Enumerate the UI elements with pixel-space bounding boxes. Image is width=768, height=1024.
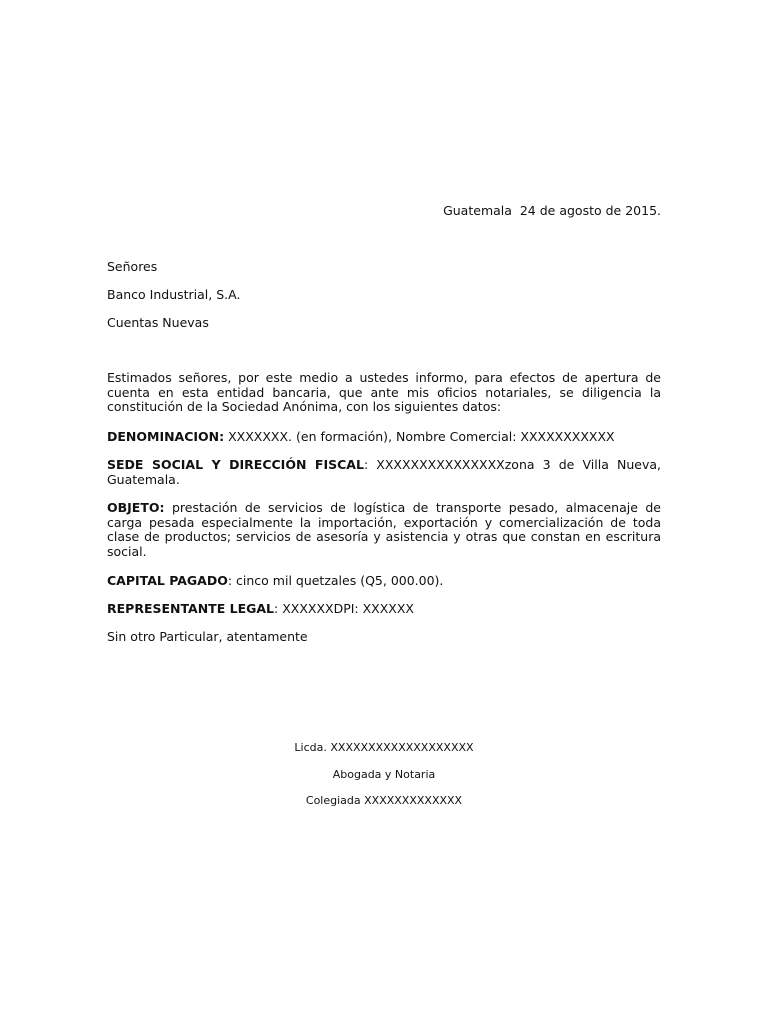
recipient-line-1: Señores [107, 259, 158, 274]
sede-paragraph [107, 458, 661, 487]
intro-paragraph [107, 371, 661, 415]
representante-value: : XXXXXXDPI: XXXXXX [274, 601, 414, 616]
denominacion-label: DENOMINACION: [107, 429, 225, 444]
date-line: Guatemala 24 de agosto de 2015. [443, 203, 661, 218]
signature-name: Licda. XXXXXXXXXXXXXXXXXXX [294, 741, 474, 754]
objeto-label: OBJETO: [107, 500, 165, 515]
capital-value: : cinco mil quetzales (Q5, 000.00). [227, 573, 444, 588]
representante-paragraph [107, 602, 661, 617]
representante-label: REPRESENTANTE LEGAL [107, 601, 275, 616]
signature-registration: Colegiada XXXXXXXXXXXXX [305, 794, 463, 807]
denominacion-value: XXXXXXX. (en formación), Nombre Comercial: XXXXXXXXXXX [224, 429, 615, 444]
closing-paragraph [107, 630, 661, 645]
objeto-paragraph [107, 501, 661, 559]
recipient-line-3: Cuentas Nuevas [107, 315, 209, 330]
capital-label: CAPITAL PAGADO [107, 573, 228, 588]
intro-text: Estimados señores, por este medio a ustedes informo, para efectos de apertura de cuenta en esta entidad bancaria, que ante mis oficios notariales, se diligencia la constitución de la Sociedad Anónima, con los siguientes datos: [107, 370, 661, 414]
denominacion-paragraph [107, 430, 661, 445]
signature-title: Abogada y Notaria [332, 768, 436, 781]
closing-text: Sin otro Particular, atentamente [107, 629, 308, 644]
objeto-value: prestación de servicios de logística de transporte pesado, almacenaje de carga pesada especialmente la importación, exportación y comercialización de toda clase de productos; servicios de asesoría y asistencia y otras que constan en escritura social. [107, 500, 661, 559]
sede-value: : XXXXXXXXXXXXXXXzona 3 de Villa Nueva, Guatemala. [107, 457, 661, 487]
sede-label: SEDE SOCIAL Y DIRECCIÓN FISCAL [107, 457, 364, 472]
capital-paragraph [107, 574, 661, 589]
recipient-line-2: Banco Industrial, S.A. [107, 287, 241, 302]
